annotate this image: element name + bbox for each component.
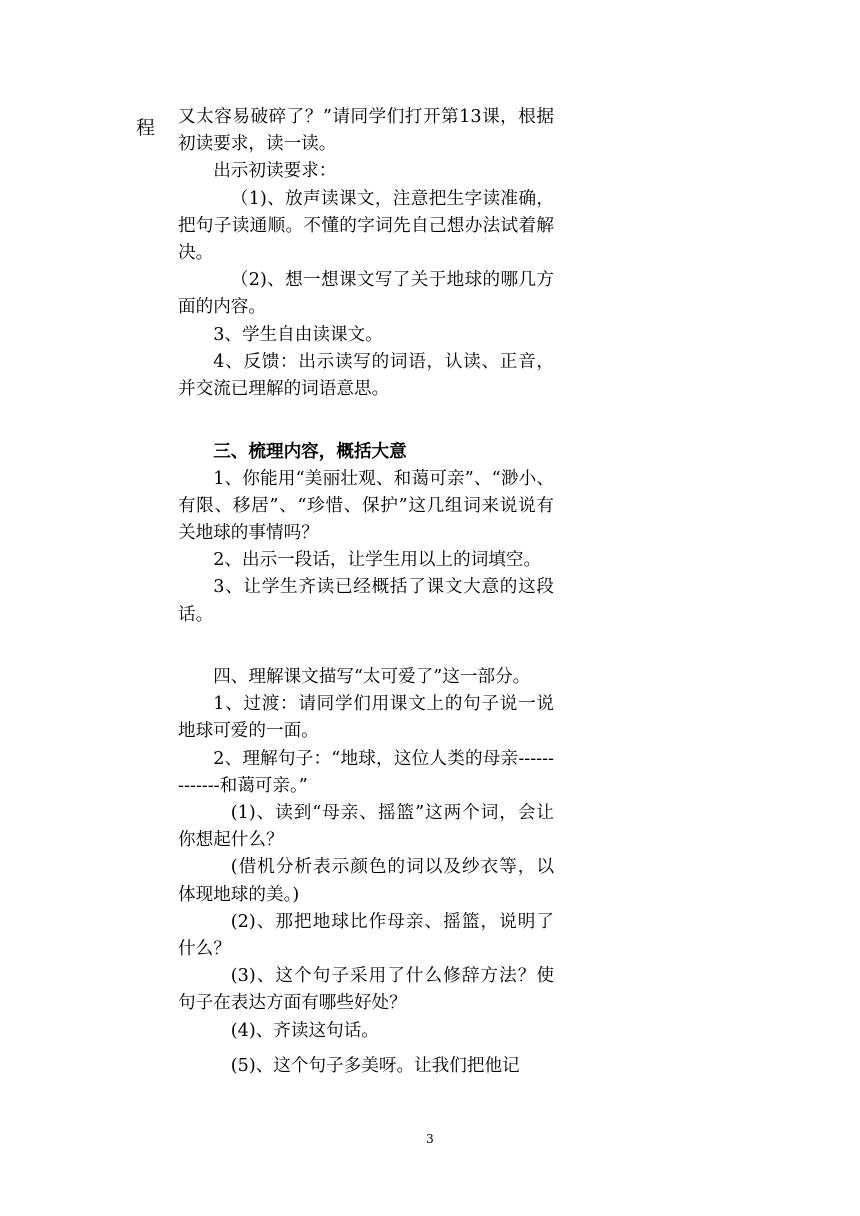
paragraph: 出示初读要求：: [213, 161, 337, 182]
paragraph: 1、过渡：请同学们用课文上的句子说一说地球可爱的一面。: [178, 694, 554, 742]
page-number: 3: [426, 1132, 434, 1146]
paragraph: （1)、放声读课文，注意把生字读准确，把句子读通顺。不懂的字词先自己想办法试着解决。: [178, 188, 554, 264]
paragraph: (5)、这个句子多美呀。让我们把他记: [230, 1055, 520, 1076]
section-heading: 三、梳理内容，概括大意: [213, 441, 407, 463]
paragraph: (1)、读到“母亲、摇篮”这两个词，会让你想起什么？: [178, 803, 554, 851]
paragraph: (2)、那把地球比作母亲、摇篮，说明了什么？: [178, 911, 554, 960]
paragraph: 2、理解句子：“地球，这位人类的母亲-------------和蔼可亲。”: [178, 748, 554, 796]
paragraph: （2)、想一想课文写了关于地球的哪几方面的内容。: [178, 270, 554, 318]
paragraph: 4、反馈：出示读写的词语，认读、正音，并交流已理解的词语意思。: [178, 351, 554, 400]
paragraph: (3)、这个句子采用了什么修辞方法？使句子在表达方面有哪些好处？: [178, 966, 554, 1014]
paragraph: (4)、齐读这句话。: [230, 1020, 379, 1041]
paragraph: 2、出示一段话，让学生用以上的词填空。: [213, 550, 542, 571]
blank-line: [178, 403, 554, 430]
blank-line: [178, 629, 554, 656]
paragraph: 又太容易破碎了？”请同学们打开第13课，根据初读要求，读一读。: [178, 107, 554, 155]
section-heading: 四、理解课文描写“太可爱了”这一部分。: [213, 667, 531, 688]
lesson-plan-body: [178, 104, 554, 1080]
table-column-label: 程: [136, 117, 156, 139]
paragraph: (借机分析表示颜色的词以及纱衣等，以体现地球的美。): [178, 857, 554, 905]
paragraph: 3、让学生齐读已经概括了课文大意的这段话。: [178, 577, 554, 625]
paragraph: 3、学生自由读课文。: [213, 324, 383, 345]
paragraph: 1、你能用“美丽壮观、和蔼可亲”、“渺小、有限、移居”、“珍惜、保护”这几组词来说说有关地球的事情吗？: [178, 468, 554, 544]
